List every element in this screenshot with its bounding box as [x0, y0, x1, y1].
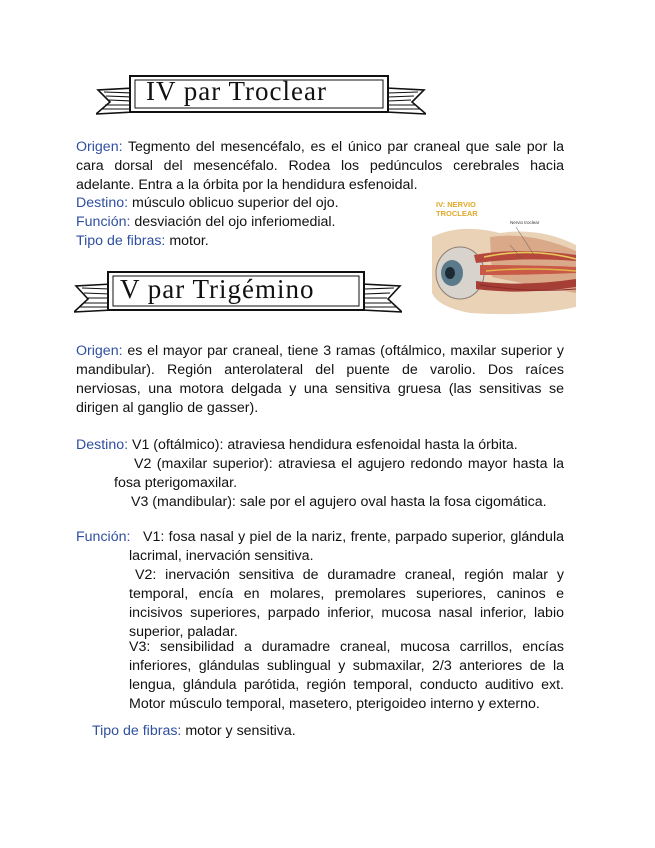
fibras-label: Tipo de fibras:	[76, 233, 166, 249]
funcion-label: Función:	[76, 214, 131, 230]
destino-v1: V1 (oftálmico): atraviesa hendidura esfenoidal hasta la órbita.	[132, 437, 518, 453]
destino-text: músculo oblicuo superior del ojo.	[132, 195, 339, 211]
figure-title-line1: IV: NERVIO	[436, 200, 476, 209]
destino-label: Destino:	[76, 195, 129, 211]
origen-label: Origen:	[76, 139, 123, 155]
section-iv-title: IV par Troclear	[146, 76, 327, 106]
section-v-banner	[74, 268, 402, 322]
origen-text: Tegmento del mesencéfalo, es el único par craneal que sale por la cara dorsal del mesencéfalo. Rodea los pedúnculos cerebrales hacia adelante. Entra a la órbita por la hendidura esfenoidal.	[76, 139, 564, 193]
figure-title-line2: TROCLEAR	[436, 209, 478, 218]
section-v-destino-v2: V2 (maxilar superior): atraviesa el agujero redondo mayor hasta la fosa pterigomaxilar.	[114, 456, 564, 491]
section-v-destino	[76, 436, 566, 455]
section-iv-destino	[76, 194, 426, 213]
section-iv-banner	[96, 72, 426, 124]
fibras-label: Tipo de fibras:	[92, 723, 182, 739]
section-v-origen	[76, 342, 564, 418]
fibras-text: motor.	[169, 233, 209, 249]
section-v-funcion-v1: V1: fosa nasal y piel de la nariz, frente, parpado superior, glándula lacrimal, inervación sensitiva.	[129, 529, 564, 564]
section-v-funcion-label: Función:	[76, 529, 131, 545]
section-iv-funcion	[76, 213, 426, 232]
eye-orbit-illustration	[430, 197, 576, 317]
section-iv-origen	[76, 138, 564, 195]
funcion-text: desviación del ojo inferiomedial.	[134, 214, 336, 230]
origen-label: Origen:	[76, 343, 123, 359]
trochlear-nerve-figure	[430, 197, 576, 317]
section-v-funcion-v3: V3: sensibilidad a duramadre craneal, mucosa carrillos, encías inferiores, glándulas sublingual y submaxilar, 2/3 anteriores de la lengua, glándula parótida, región temporal, conducto auditivo ext. Motor músculo temporal, masetero, pterigoideo interno y externo.	[129, 639, 564, 712]
section-v-destino-v3: V3 (mandibular): sale por el agujero oval hasta la fosa cigomática.	[131, 494, 547, 510]
origen-text: es el mayor par craneal, tiene 3 ramas (oftálmico, maxilar superior y mandibular). Región anterolateral del puente de varolio. Dos raíces nerviosas, una motora delgada y una sensitiva gruesa (las sensitivas se dirigen al ganglio de gasser).	[76, 343, 564, 416]
destino-label: Destino:	[76, 437, 129, 453]
section-iv-fibras	[76, 232, 426, 251]
section-v-fibras	[92, 722, 492, 741]
figure-label-nervio: Nervio troclear	[510, 220, 540, 225]
section-v-funcion-v2: V2: inervación sensitiva de duramadre craneal, región malar y temporal, encía en molares, premolares superiores, caninos e incisivos superiores, parpado inferior, mucosa nasal inferior, labio superior, paladar.	[129, 567, 564, 640]
section-v-title: V par Trigémino	[120, 274, 315, 304]
fibras-text: motor y sensitiva.	[185, 723, 296, 739]
